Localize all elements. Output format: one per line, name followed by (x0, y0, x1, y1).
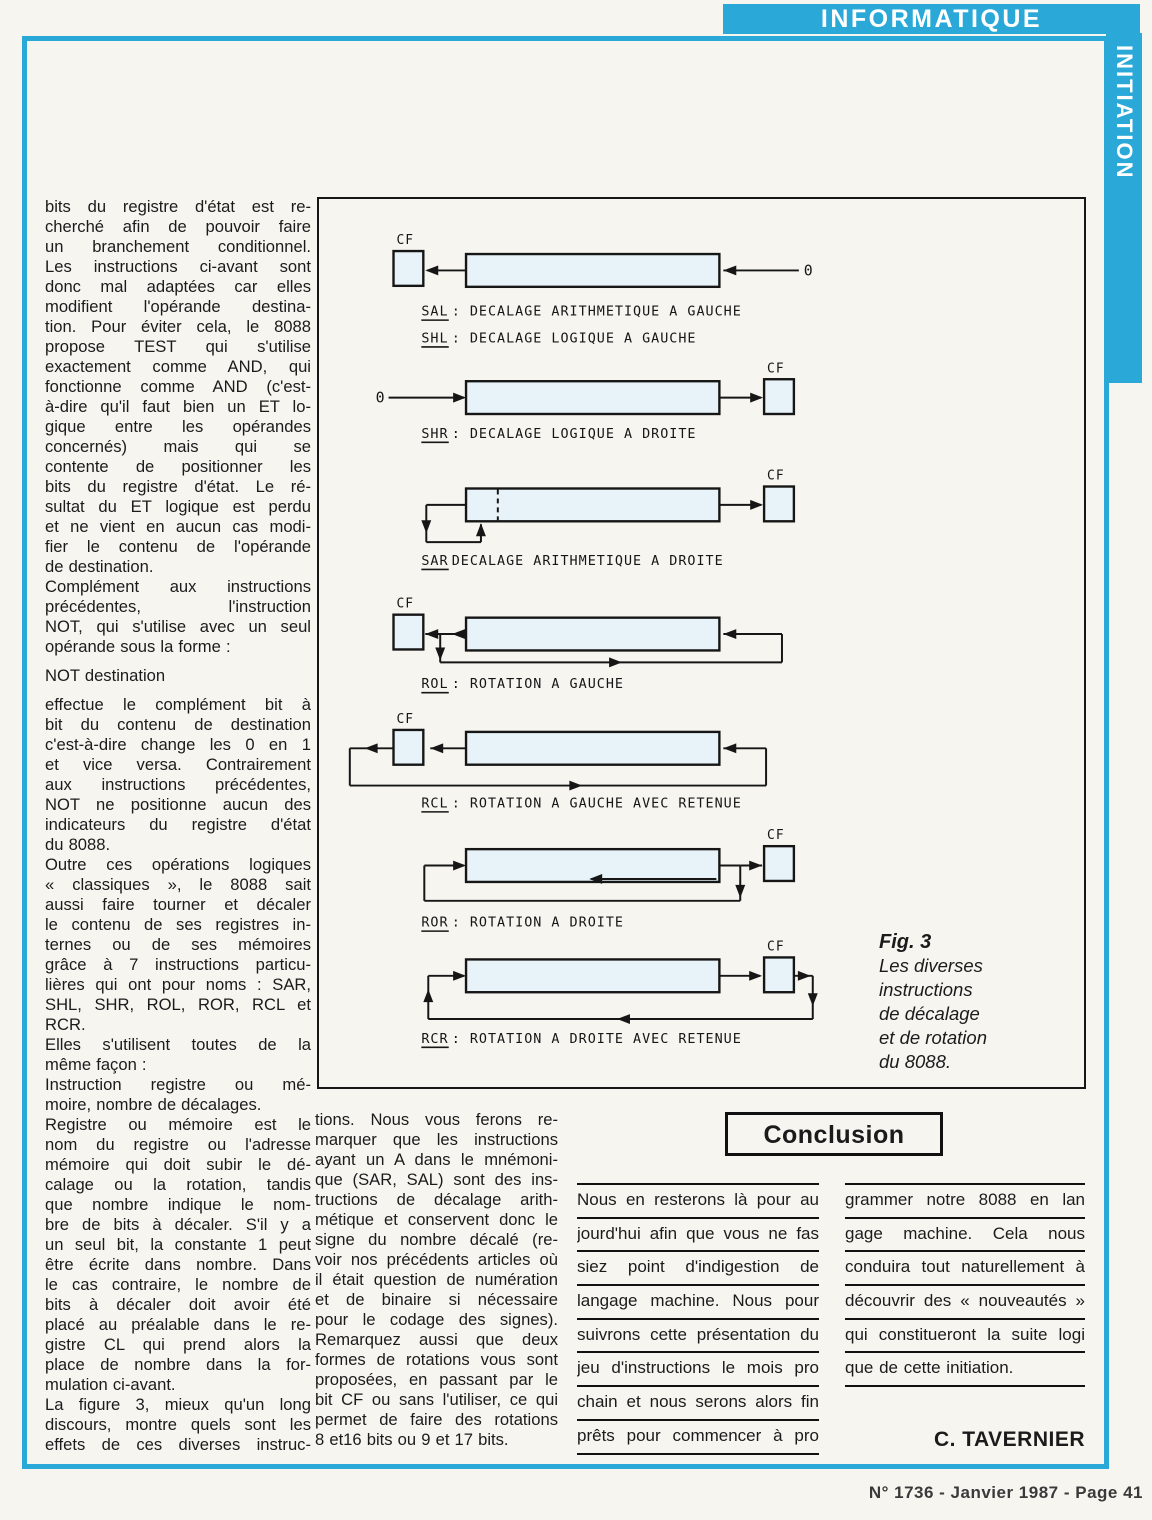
fig3-row-RCR (421, 939, 817, 1047)
arrow-icon (421, 520, 431, 533)
fig3-row-ROL (394, 597, 782, 693)
conclusion-column-1 (577, 1183, 819, 1455)
conclusion-line: gage machine. Cela nous (845, 1219, 1085, 1253)
text-line: NOT destination (45, 666, 166, 685)
diagram-label: ROL (421, 677, 449, 693)
diagram-label: : ROTATION A GAUCHE AVEC RETENUE (451, 796, 742, 812)
conclusion-line: que de cette initiation. (845, 1353, 1085, 1387)
text-line: fier le contenu de l'opérande (45, 537, 311, 556)
arrow-icon (453, 393, 466, 403)
text-line: place de nombre dans la for- (45, 1355, 311, 1374)
conclusion-line: prêts pour commencer à pro (577, 1421, 819, 1455)
text-line: bits du registre d'état est re- (45, 197, 311, 216)
diagram-label: SAL (421, 304, 449, 320)
frame-left-border (22, 36, 27, 1469)
conclusion-line: suivrons cette présentation du (577, 1320, 819, 1354)
text-line: effets de ces diverses instruc- (45, 1435, 311, 1454)
arrow-icon (430, 743, 443, 753)
paragraph (45, 1075, 311, 1115)
text-line: un seul bit, la constante 1 peut (45, 1235, 311, 1254)
conclusion-line: grammer notre 8088 en lan (845, 1185, 1085, 1219)
conclusion-line: chain et nous serons alors fin (577, 1387, 819, 1421)
conclusion-column-2 (845, 1183, 1085, 1387)
paragraph (45, 1035, 311, 1075)
text-line: bit CF ou sans l'utiliser, ce qui (315, 1390, 558, 1409)
arrow-icon (435, 647, 445, 660)
text-line: formes de rotations vous sont (315, 1350, 558, 1369)
diagram-label: CF (396, 711, 415, 727)
register-box (466, 489, 719, 522)
diagram-label: : ROTATION A DROITE (451, 915, 624, 931)
text-line: Remarquez aussi que deux (315, 1330, 558, 1349)
carry-flag-box (764, 846, 794, 881)
text-line: calage ou la rotation, tandis (45, 1175, 311, 1194)
frame-top-border (22, 36, 1109, 41)
figure3-caption-title: Fig. 3 (879, 931, 932, 953)
text-line: Elles s'utilisent toutes de la (45, 1035, 311, 1054)
arrow-icon (609, 657, 622, 667)
text-line: du 8088. (45, 835, 111, 854)
text-line: discours, montre quels sont les (45, 1415, 311, 1434)
arrow-icon (617, 1014, 630, 1024)
text-line: et de binaire si nécessaire (315, 1290, 558, 1309)
author-signature: C. TAVERNIER (933, 1428, 1085, 1451)
arrow-icon (723, 265, 736, 275)
text-line: cherché afin de pouvoir faire (45, 217, 311, 236)
conclusion-line: jeu d'instructions le mois pro (577, 1353, 819, 1387)
text-line: que (SAR, SAL) sont des ins- (315, 1170, 558, 1189)
conclusion-line: conduira tout naturellement à (845, 1252, 1085, 1286)
conclusion-line: siez point d'indigestion de (577, 1252, 819, 1286)
arrow-icon (808, 993, 818, 1006)
register-box (466, 381, 719, 414)
figure3-caption-line: Les diverses (879, 955, 983, 976)
text-line: métique et conservent donc le (315, 1210, 558, 1229)
text-line: gique entre les opérandes (45, 417, 311, 436)
carry-flag-box (394, 251, 424, 286)
page-footer: N° 1736 - Janvier 1987 - Page 41 (868, 1483, 1143, 1502)
text-line: et vice versa. Contrairement (45, 755, 311, 774)
arrow-icon (453, 861, 466, 871)
conclusion-heading: Conclusion (725, 1112, 943, 1156)
text-line: placé au préalable dans le re- (45, 1315, 311, 1334)
diagram-label: CF (767, 361, 785, 377)
fig3-row-SAL (394, 233, 814, 347)
text-line: contente de positionner les (45, 457, 311, 476)
diagram-label: SHL (421, 331, 449, 347)
text-line: Les instructions ci-avant sont (45, 257, 311, 276)
text-line: sultat du ET logique est perdu (45, 497, 311, 516)
paragraph (45, 855, 311, 1035)
text-line: 8 et16 bits ou 9 et 17 bits. (315, 1430, 509, 1449)
diagram-label: CF (396, 596, 415, 612)
text-line: Complément aux instructions (45, 577, 311, 596)
arrow-icon (425, 265, 438, 275)
text-line: de destination. (45, 557, 154, 576)
arrow-icon (476, 523, 486, 536)
text-line: un branchement conditionnel. (45, 237, 311, 256)
text-line: Instruction registre ou mé- (45, 1075, 311, 1094)
figure3-caption-line: et de rotation (879, 1027, 987, 1048)
text-line: à-dire qu'il faut bien un ET lo- (45, 397, 311, 416)
text-line: bre de bits à décaler. S'il y a (45, 1215, 311, 1234)
arrow-icon (798, 971, 811, 981)
paragraph (45, 1115, 311, 1395)
text-line: mulation ci-avant. (45, 1375, 176, 1394)
text-line: aux instructions précédentes, (45, 775, 311, 794)
text-line: donc mal adaptées car elles (45, 277, 311, 296)
arrow-icon (723, 743, 736, 753)
text-line: indicateurs du registre d'état (45, 815, 311, 834)
text-line: tions. Nous vous ferons re- (315, 1110, 558, 1129)
text-line: être écrite dans nombre. Dans (45, 1255, 311, 1274)
section-banner: INFORMATIQUE (723, 4, 1140, 34)
text-line: « classiques », le 8088 sait (45, 875, 311, 894)
figure3-caption-line: de décalage (879, 1003, 980, 1024)
initiation-tab: INITIATION (1106, 33, 1142, 383)
arrow-icon (453, 971, 466, 981)
arrow-icon (750, 393, 763, 403)
diagram-label: CF (767, 828, 785, 844)
arrow-icon (452, 629, 465, 639)
arrow-icon (365, 743, 378, 753)
fig3-row-SAR (421, 469, 794, 570)
text-line: ternes ou de ses mémoires (45, 935, 311, 954)
conclusion-line: jourd'hui afin que vous ne fas (577, 1219, 819, 1253)
fig3-row-SHR (376, 361, 794, 442)
diagram-label: CF (396, 233, 415, 249)
text-line: Registre ou mémoire est le (45, 1115, 311, 1134)
register-box (466, 959, 719, 992)
diagram-label: : DECALAGE ARITHMETIQUE A GAUCHE (451, 304, 742, 320)
fig3-row-ROR (421, 828, 794, 931)
carry-flag-box (394, 730, 424, 765)
text-line: effectue le complément bit à (45, 695, 311, 714)
carry-flag-box (394, 615, 424, 650)
text-line: permet de faire des rotations (315, 1410, 558, 1429)
text-line: le cas contraire, le nombre de (45, 1275, 311, 1294)
text-line: lières qui ont pour noms : SAR, (45, 975, 311, 994)
text-line: voir nos précédents articles où (315, 1250, 558, 1269)
register-box (466, 254, 719, 287)
text-line: NOT, qui s'utilise avec un seul (45, 617, 311, 636)
arrow-icon (750, 500, 763, 510)
diagram-label: ROR (421, 915, 449, 931)
text-line: propose TEST qui s'utilise (45, 337, 311, 356)
text-line: marquer que les instructions (315, 1130, 558, 1149)
text-line: c'est-à-dire change les 0 en 1 (45, 735, 311, 754)
arrow-icon (749, 971, 762, 981)
fig3-row-RCL (350, 712, 766, 812)
diagram-label: 0 (375, 388, 386, 407)
conclusion-line: découvrir des « nouveautés » (845, 1286, 1085, 1320)
register-box (466, 849, 719, 882)
diagram-label: RCL (421, 796, 449, 812)
arrow-icon (423, 989, 433, 1002)
diagram-label: CF (767, 468, 785, 484)
text-line: il était question de numération (315, 1270, 558, 1289)
text-line: bits à décaler doit avoir été (45, 1295, 311, 1314)
text-line: La figure 3, mieux qu'un long (45, 1395, 311, 1414)
diagram-label: SHR (421, 426, 449, 442)
diagram-label: : ROTATION A DROITE AVEC RETENUE (451, 1031, 742, 1047)
frame-bottom-border (22, 1464, 1109, 1469)
text-line: pour le codage des signes). (315, 1310, 558, 1329)
text-line: modifient l'opérande destina- (45, 297, 311, 316)
text-line: tructions de décalage arith- (315, 1190, 558, 1209)
diagram-label: SAR (421, 554, 449, 570)
arrow-icon (569, 781, 582, 791)
paragraph (45, 197, 311, 577)
text-line: tion. Pour éviter cela, le 8088 (45, 317, 311, 336)
figure3-caption-line: instructions (879, 979, 973, 1000)
text-line: concernés) mais qui se (45, 437, 311, 456)
diagram-label: : DECALAGE LOGIQUE A GAUCHE (451, 331, 697, 347)
article-column-2 (315, 1110, 558, 1450)
text-line: précédentes, l'instruction (45, 597, 311, 616)
text-line: nom du registre ou l'adresse (45, 1135, 311, 1154)
arrow-icon (735, 885, 745, 898)
text-line: proposées, en passant par le (315, 1370, 558, 1389)
arrow-icon (749, 861, 762, 871)
figure3-caption-line: du 8088. (879, 1051, 952, 1072)
text-line: moire, nombre de décalages. (45, 1095, 262, 1114)
text-line: même façon : (45, 1055, 147, 1074)
text-line: que nombre indique le nom- (45, 1195, 311, 1214)
paragraph (45, 695, 311, 855)
text-line: mémoire qui doit subir le dé- (45, 1155, 311, 1174)
diagram-label: : DECALAGE LOGIQUE A DROITE (451, 426, 697, 442)
diagram-label: RCR (421, 1031, 449, 1047)
conclusion-line: langage machine. Nous pour (577, 1286, 819, 1320)
article-column-1 (45, 197, 311, 1455)
conclusion-line: qui constitueront la suite logi (845, 1320, 1085, 1354)
figure3-box (317, 197, 1086, 1089)
text-line: NOT ne positionne aucun des (45, 795, 311, 814)
text-line: exactement comme AND, qui (45, 357, 311, 376)
diagram-label: CF (767, 939, 785, 955)
text-line: gistre CL qui prend alors la (45, 1335, 311, 1354)
diagram-label: : ROTATION A GAUCHE (451, 677, 624, 693)
text-line: opérande sous la forme : (45, 637, 231, 656)
paragraph (45, 1395, 311, 1455)
paragraph (45, 666, 311, 686)
text-line: RCR. (45, 1015, 86, 1034)
register-box (466, 618, 719, 651)
carry-flag-box (764, 379, 794, 414)
text-line: signe du nombre décalé (re- (315, 1230, 558, 1249)
arrow-icon (425, 629, 438, 639)
text-line: grâce à 7 instructions particu- (45, 955, 311, 974)
diagram-label: DECALAGE ARITHMETIQUE A DROITE (451, 554, 724, 570)
paragraph (45, 577, 311, 657)
conclusion-line: Nous en resterons là pour au (577, 1185, 819, 1219)
text-line: SHL, SHR, ROL, ROR, RCL et (45, 995, 311, 1014)
text-line: bits du registre d'état. Le ré- (45, 477, 311, 496)
text-line: le contenu de ses registres in- (45, 915, 311, 934)
paragraph (315, 1110, 558, 1450)
text-line: fonctionne comme AND (c'est- (45, 377, 311, 396)
register-box (466, 732, 719, 765)
carry-flag-box (764, 957, 794, 992)
arrow-icon (723, 629, 736, 639)
text-line: Outre ces opérations logiques (45, 855, 311, 874)
diagram-label: 0 (803, 261, 814, 280)
figure3-caption (879, 930, 1079, 1074)
carry-flag-box (764, 487, 794, 522)
text-line: ayant un A dans le mnémoni- (315, 1150, 558, 1169)
text-line: aussi faire tourner et décaler (45, 895, 311, 914)
text-line: et ne vient en aucun cas modi- (45, 517, 311, 536)
text-line: bit du contenu de destination (45, 715, 311, 734)
